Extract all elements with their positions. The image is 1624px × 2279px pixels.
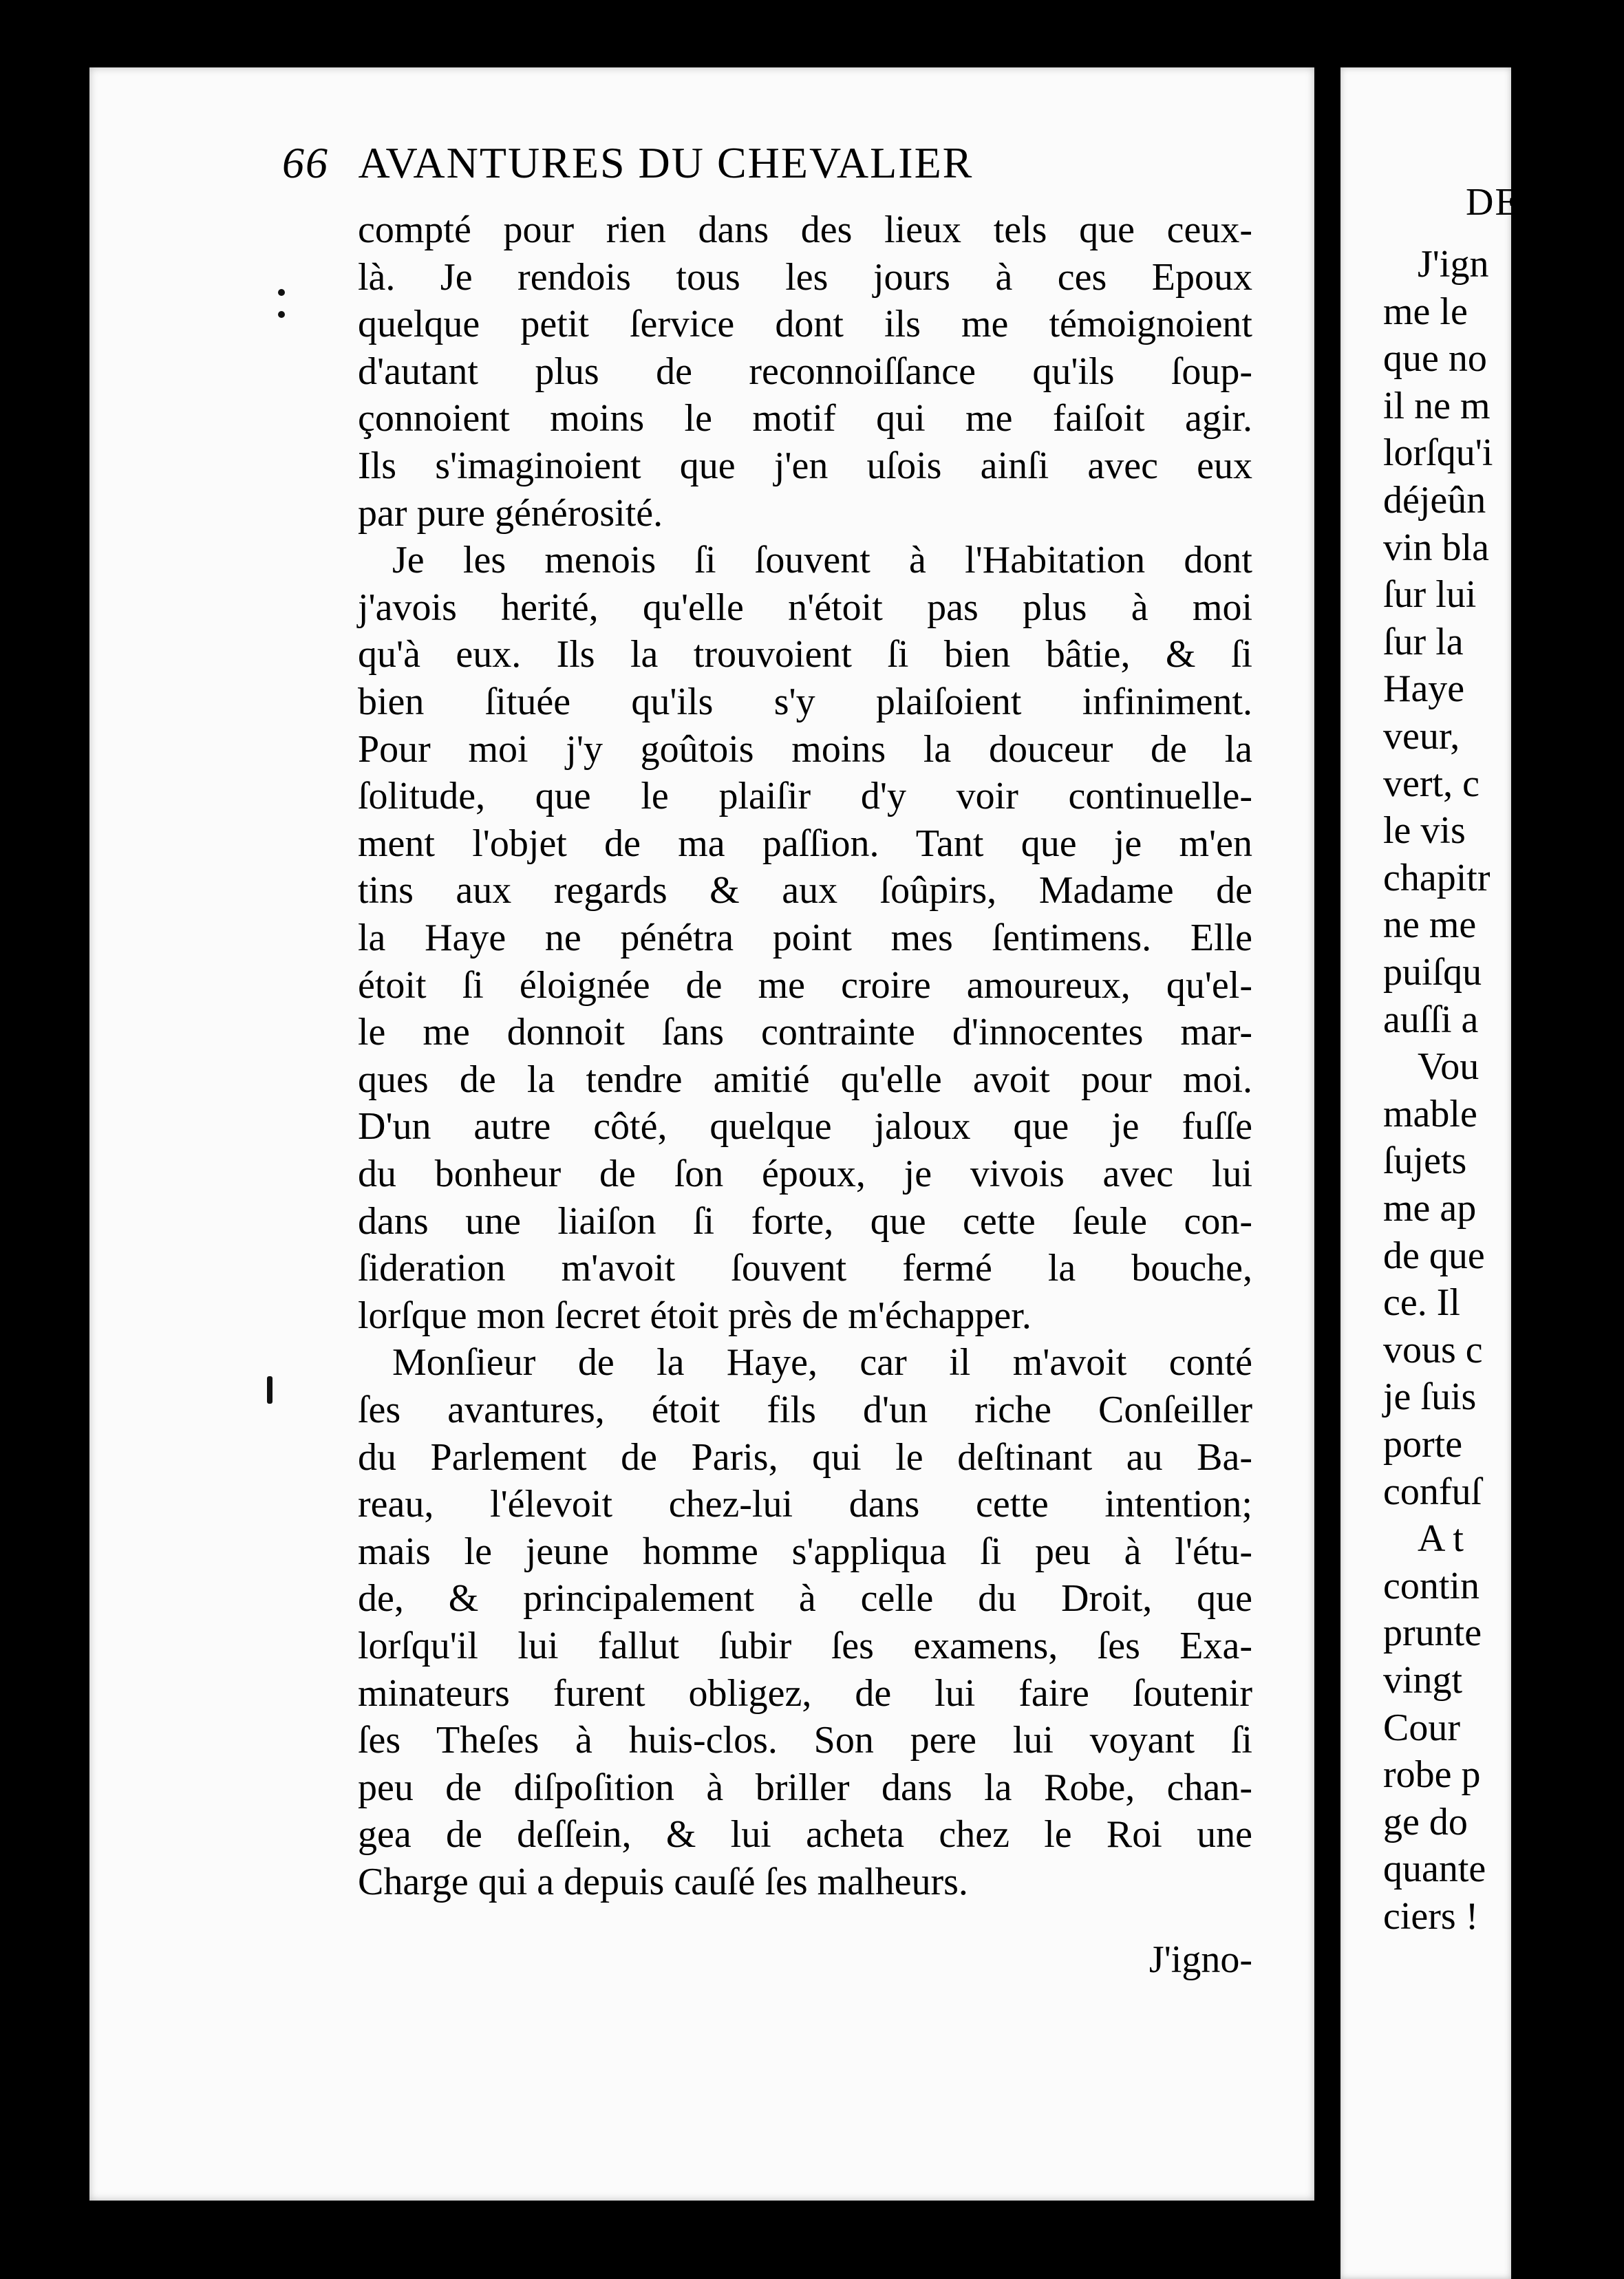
- page-number: 66: [282, 138, 329, 187]
- text-line: reau, l'élevoit chez-lui dans cette intention;: [358, 1483, 1252, 1526]
- text-line: qu'à eux. Ils la trouvoient ſi bien bâtie, & ſi: [358, 633, 1252, 676]
- text-line: du bonheur de ſon époux, je vivois avec lui: [358, 1153, 1252, 1195]
- text-line: ſes Theſes à huis-clos. Son pere lui voyant ſi: [358, 1719, 1252, 1762]
- text-line: vert, c: [1383, 762, 1479, 805]
- text-line: ſes avantures, étoit fils d'un riche Conſeiller: [358, 1389, 1252, 1431]
- right-running-title-fragment: DE: [1466, 181, 1520, 224]
- text-line: ment l'objet de ma paſſion. Tant que je m'en: [358, 822, 1252, 865]
- text-line: me le: [1383, 290, 1468, 333]
- text-line: la Haye ne pénétra point mes ſentimens. Elle: [358, 917, 1252, 959]
- text-line: je ſuis: [1383, 1376, 1477, 1418]
- text-line: ſur lui: [1383, 573, 1477, 616]
- text-line: le me donnoit ſans contrainte d'innocentes mar-: [358, 1011, 1252, 1053]
- scan-speck: [278, 289, 285, 296]
- text-line: ſujets: [1383, 1140, 1467, 1182]
- text-line: Charge qui a depuis cauſé ſes malheurs.: [358, 1861, 968, 1903]
- text-line: de, & principalement à celle du Droit, que: [358, 1577, 1252, 1620]
- scan-speck: [278, 311, 285, 318]
- text-line: veur,: [1383, 715, 1460, 758]
- text-line: peu de diſpoſition à briller dans la Robe, chan-: [358, 1766, 1252, 1809]
- text-line: lorſqu'i: [1383, 431, 1493, 474]
- text-line: çonnoient moins le motif qui me faiſoit agir.: [358, 397, 1252, 440]
- scan-speck: [267, 1376, 273, 1404]
- text-line: quelque petit ſervice dont ils me témoignoient: [358, 303, 1252, 345]
- text-line: tins aux regards & aux ſoûpirs, Madame de: [358, 869, 1252, 912]
- text-line: porte: [1383, 1423, 1463, 1466]
- running-header: [282, 138, 1232, 206]
- text-line: par pure générosité.: [358, 492, 663, 535]
- text-line: que no: [1383, 337, 1487, 380]
- text-line: ſolitude, que le plaiſir d'y voir continuelle-: [358, 775, 1252, 817]
- text-line: compté pour rien dans des lieux tels que ceux-: [358, 208, 1252, 251]
- catchword: J'igno-: [1148, 1938, 1252, 1981]
- text-line: Monſieur de la Haye, car il m'avoit conté: [392, 1341, 1252, 1384]
- text-line: ſideration m'avoit ſouvent fermé la bouche,: [358, 1247, 1252, 1290]
- text-line: vingt: [1383, 1659, 1463, 1702]
- text-line: ce. Il: [1383, 1281, 1460, 1324]
- text-line: chapitr: [1383, 857, 1491, 899]
- text-line: mable: [1383, 1093, 1477, 1135]
- text-line: Vou: [1418, 1045, 1479, 1088]
- text-line: mais le jeune homme s'appliqua ſi peu à l'étu-: [358, 1530, 1252, 1573]
- text-line: d'autant plus de reconnoiſſance qu'ils ſoup-: [358, 350, 1252, 393]
- text-line: là. Je rendois tous les jours à ces Epoux: [358, 256, 1252, 299]
- text-line: ciers !: [1383, 1895, 1479, 1938]
- text-line: étoit ſi éloignée de me croire amoureux, qu'el-: [358, 964, 1252, 1007]
- text-line: du Parlement de Paris, qui le deſtinant au Ba-: [358, 1436, 1252, 1479]
- text-line: A t: [1418, 1517, 1464, 1560]
- text-line: Cour: [1383, 1706, 1460, 1749]
- text-line: lorſque mon ſecret étoit près de m'échapper.: [358, 1294, 1032, 1337]
- text-line: Haye: [1383, 667, 1465, 710]
- text-line: ſur la: [1383, 621, 1464, 663]
- text-line: il ne m: [1383, 385, 1491, 427]
- text-line: vous c: [1383, 1329, 1483, 1371]
- text-line: ques de la tendre amitié qu'elle avoit pour moi.: [358, 1058, 1252, 1101]
- text-line: de que: [1383, 1234, 1485, 1277]
- text-line: auſſi a: [1383, 998, 1479, 1041]
- text-line: bien ſituée qu'ils s'y plaiſoient infiniment.: [358, 681, 1252, 723]
- text-line: contin: [1383, 1565, 1479, 1607]
- text-line: me ap: [1383, 1187, 1477, 1230]
- text-line: ge do: [1383, 1801, 1468, 1843]
- text-line: puiſqu: [1383, 951, 1482, 994]
- text-line: minateurs furent obligez, de lui faire ſoutenir: [358, 1672, 1252, 1715]
- text-line: Ils s'imaginoient que j'en uſois ainſi avec eux: [358, 445, 1252, 487]
- text-line: Pour moi j'y goûtois moins la douceur de la: [358, 728, 1252, 771]
- text-line: J'ign: [1418, 243, 1489, 286]
- text-line: dans une liaiſon ſi forte, que cette ſeule con-: [358, 1200, 1252, 1243]
- text-line: D'un autre côté, quelque jaloux que je fuſſe: [358, 1105, 1252, 1148]
- text-line: lorſqu'il lui fallut ſubir ſes examens, ſes Exa-: [358, 1625, 1252, 1667]
- text-line: gea de deſſein, & lui acheta chez le Roi une: [358, 1813, 1252, 1856]
- text-line: déjeûn: [1383, 479, 1486, 522]
- text-line: robe p: [1383, 1753, 1481, 1796]
- text-line: Je les menois ſi ſouvent à l'Habitation dont: [392, 539, 1252, 581]
- text-line: prunte: [1383, 1612, 1482, 1654]
- running-title: AVANTURES DU CHEVALIER: [358, 138, 974, 187]
- text-line: ne me: [1383, 903, 1477, 946]
- text-line: vin bla: [1383, 526, 1489, 569]
- text-line: quante: [1383, 1848, 1486, 1890]
- text-line: le vis: [1383, 809, 1466, 852]
- text-line: j'avois herité, qu'elle n'étoit pas plus à moi: [358, 586, 1252, 629]
- text-line: confuſ: [1383, 1470, 1482, 1513]
